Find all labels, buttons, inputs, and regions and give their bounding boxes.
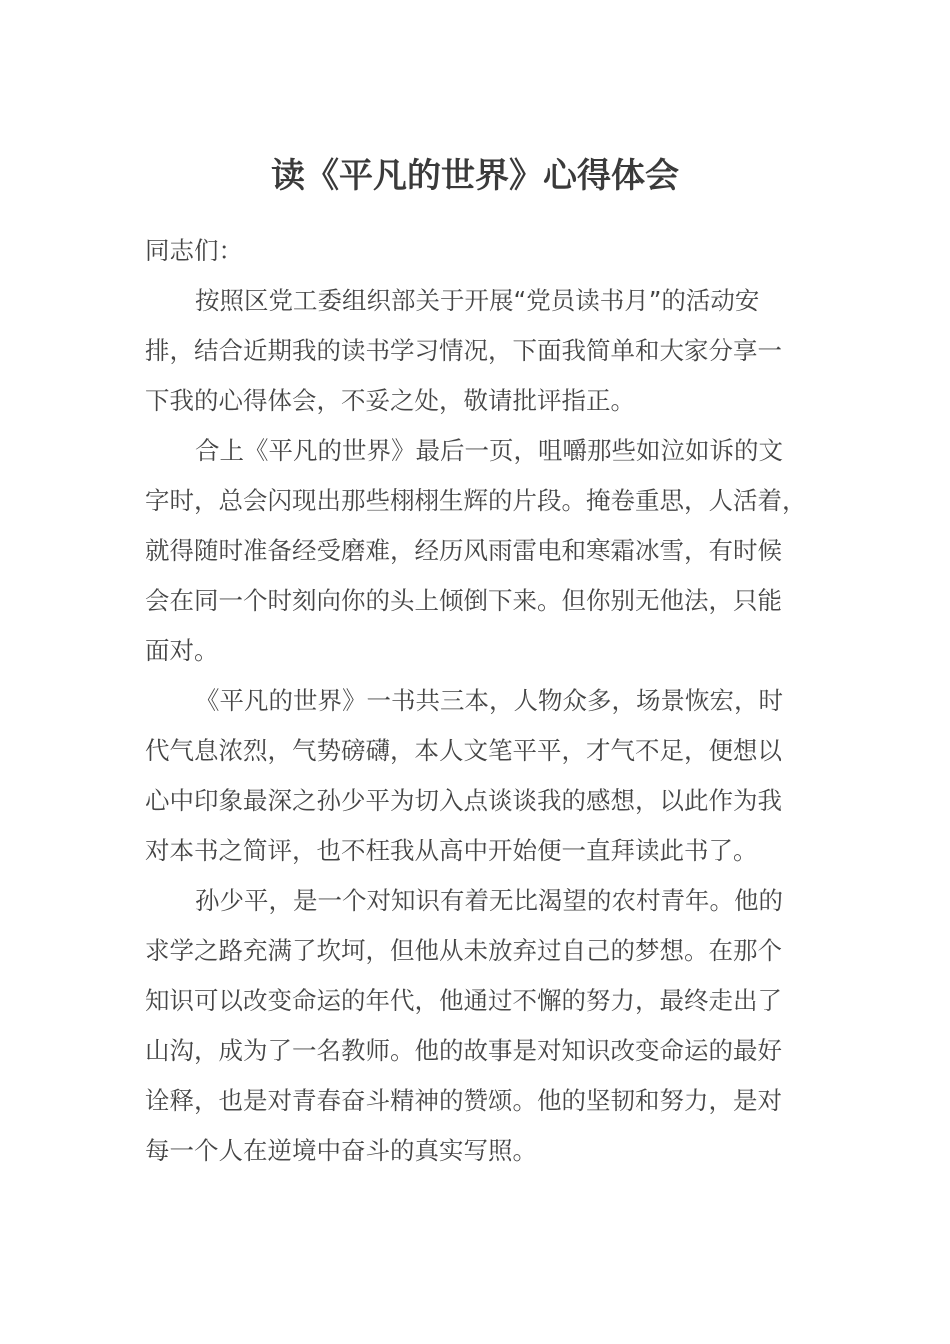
paragraph-2 (145, 426, 807, 676)
paragraph-1 (145, 276, 795, 426)
salutation: 同志们： (145, 236, 243, 265)
paragraph-line: 就得随时准备经受磨难，经历风雨雷电和寒霜冰雪，有时候 (145, 536, 782, 565)
paragraph-line: 孙少平，是一个对知识有着无比渴望的农村青年。他的 (195, 886, 783, 915)
paragraph-line: 山沟，成为了一名教师。他的故事是对知识改变命运的最好 (145, 1036, 782, 1065)
paragraph-4 (145, 876, 795, 1176)
paragraph-line: 排，结合近期我的读书学习情况，下面我简单和大家分享一 (145, 336, 782, 365)
paragraph-line: 代气息浓烈，气势磅礴，本人文笔平平，才气不足，便想以 (145, 736, 782, 765)
paragraph-3 (145, 676, 795, 876)
paragraph-line: 每一个人在逆境中奋斗的真实写照。 (145, 1136, 537, 1165)
paragraph-line: 字时，总会闪现出那些栩栩生辉的片段。掩卷重思，人活着， (145, 486, 807, 515)
document-body (145, 226, 807, 1176)
paragraph-line: 会在同一个时刻向你的头上倾倒下来。但你别无他法，只能 (145, 586, 782, 615)
paragraph-line: 诠释，也是对青春奋斗精神的赞颂。他的坚韧和努力，是对 (145, 1086, 782, 1115)
paragraph-line: 面对。 (145, 636, 219, 665)
paragraph-line: 知识可以改变命运的年代，他通过不懈的努力，最终走出了 (145, 986, 782, 1015)
paragraph-line: 下我的心得体会，不妥之处，敬请批评指正。 (145, 386, 635, 415)
paragraph-line: 按照区党工委组织部关于开展“党员读书月”的活动安 (195, 286, 760, 315)
document-title: 读《平凡的世界》心得体会 (271, 156, 679, 196)
paragraph-line: 合上《平凡的世界》最后一页，咀嚼那些如泣如诉的文 (195, 436, 783, 465)
paragraph-line: 《平凡的世界》一书共三本，人物众多，场景恢宏，时 (195, 686, 783, 715)
paragraph-line: 求学之路充满了坎坷，但他从未放弃过自己的梦想。在那个 (145, 936, 782, 965)
paragraph-line: 对本书之简评，也不枉我从高中开始便一直拜读此书了。 (145, 836, 758, 865)
paragraph-line: 心中印象最深之孙少平为切入点谈谈我的感想，以此作为我 (145, 786, 782, 815)
